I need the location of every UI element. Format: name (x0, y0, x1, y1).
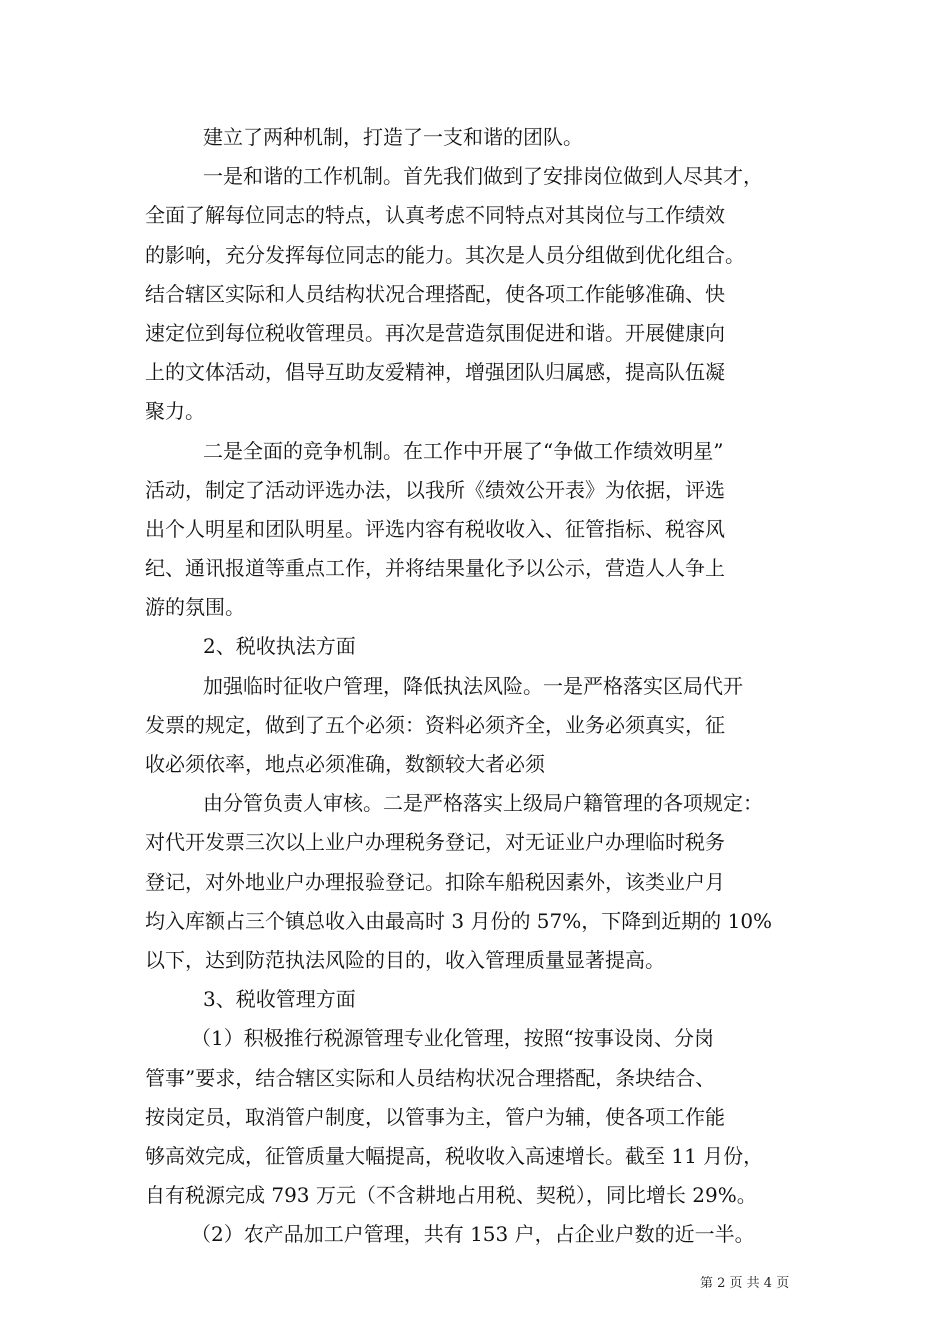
text-line: 全面了解每位同志的特点，认真考虑不同特点对其岗位与工作绩效 (145, 203, 725, 228)
text-line: 对代开发票三次以上业户办理税务登记，对无证业户办理临时税务 (145, 830, 725, 855)
text-line: 一是和谐的工作机制。首先我们做到了安排岗位做到人尽其才， (203, 164, 763, 189)
text-line: 自有税源完成 793 万元（不含耕地占用税、契税），同比增长 29%。 (145, 1183, 757, 1208)
text-line: 聚力。 (145, 399, 205, 424)
text-line: 2、税收执法方面 (203, 634, 356, 659)
text-line: 结合辖区实际和人员结构状况合理搭配，使各项工作能够准确、快 (145, 281, 725, 306)
document-body (145, 118, 817, 1254)
text-line: 纪、通讯报道等重点工作，并将结果量化予以公示，营造人人争上 (145, 556, 725, 581)
text-line: 登记，对外地业户办理报验登记。扣除车船税因素外，该类业户月 (145, 869, 725, 894)
text-line: 管事”要求，结合辖区实际和人员结构状况合理搭配，条块结合、 (145, 1065, 716, 1090)
text-line: 上的文体活动，倡导互助友爱精神，增强团队归属感，提高队伍凝 (145, 360, 725, 385)
text-line: 活动，制定了活动评选办法，以我所《绩效公开表》为依据，评选 (145, 477, 725, 502)
text-line: 以下，达到防范执法风险的目的，收入管理质量显著提高。 (145, 947, 665, 972)
text-line: 均入库额占三个镇总收入由最高时 3 月份的 57%，下降到近期的 10% (145, 908, 773, 933)
text-line: （1）积极推行税源管理专业化管理，按照“按事设岗、分岗 (191, 1026, 714, 1051)
text-line: 出个人明星和团队明星。评选内容有税收收入、征管指标、税容风 (145, 516, 725, 541)
text-line: 收必须依率，地点必须准确，数额较大者必须 (145, 752, 545, 776)
text-line: 建立了两种机制，打造了一支和谐的团队。 (203, 125, 583, 149)
text-line: 游的氛围。 (145, 595, 245, 620)
text-line: 加强临时征收户管理，降低执法风险。一是严格落实区局代开 (203, 673, 743, 698)
text-line: 二是全面的竞争机制。在工作中开展了“争做工作绩效明星” (203, 438, 724, 463)
text-line: 发票的规定，做到了五个必须：资料必须齐全，业务必须真实，征 (145, 712, 725, 737)
page-number-footer: 第 2 页 共 4 页 (700, 1276, 790, 1291)
text-line: 的影响，充分发挥每位同志的能力。其次是人员分组做到优化组合。 (145, 242, 745, 267)
text-line: 由分管负责人审核。二是严格落实上级局户籍管理的各项规定： (203, 791, 763, 816)
text-line: 3、税收管理方面 (203, 987, 356, 1012)
text-line: 够高效完成，征管质量大幅提高，税收收入高速增长。截至 11 月份， (145, 1143, 764, 1168)
text-line: （2）农产品加工户管理，共有 153 户，占企业户数的近一半。 (191, 1222, 755, 1247)
text-line: 速定位到每位税收管理员。再次是营造氛围促进和谐。开展健康向 (145, 320, 725, 345)
text-line: 按岗定员，取消管户制度，以管事为主，管户为辅，使各项工作能 (145, 1104, 725, 1129)
